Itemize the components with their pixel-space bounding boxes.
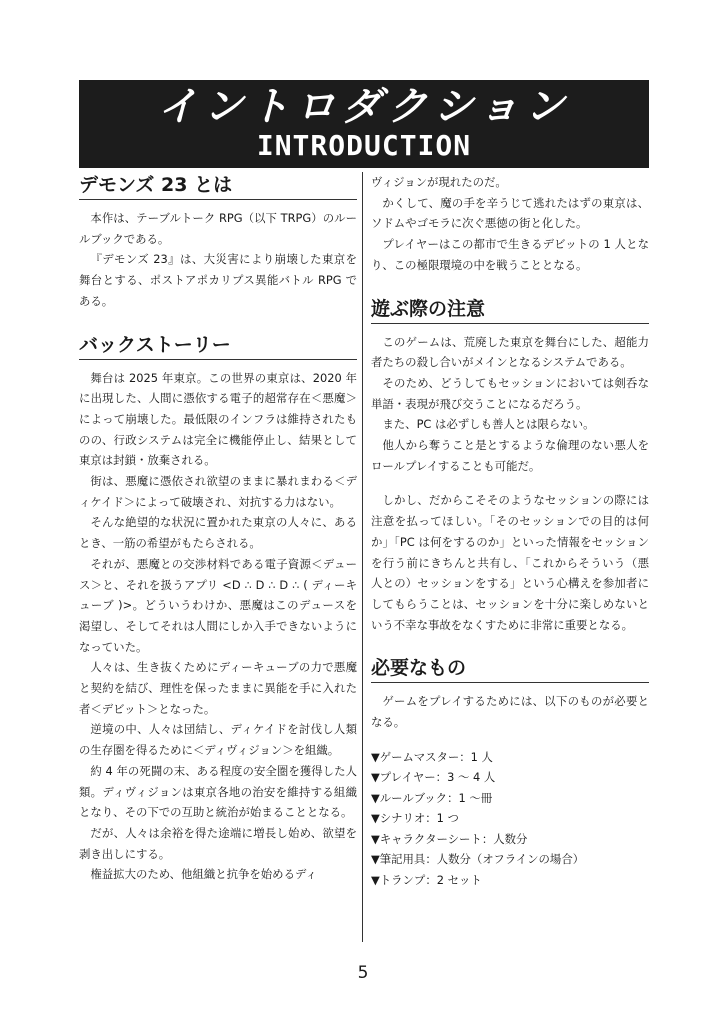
list-item: ▼トランプ：2 セット bbox=[371, 872, 482, 887]
page-number: 5 bbox=[357, 963, 369, 983]
paragraph: プレイヤーはこの都市で生きるデビットの 1 人となり、この極限環境の中を戦うこととなる。 bbox=[371, 237, 649, 272]
paragraph: 『デモンズ 23』は、大災害により崩壊した東京を舞台とする、ポストアポカリプス異能バトル RPG である。 bbox=[79, 252, 357, 308]
chapter-title-japanese: イントロダクション bbox=[157, 84, 571, 130]
paragraph: 逆境の中、人々は団結し、ディケイドを討伐し人類の生存圏を得るために＜ディヴィジョン＞を組織。 bbox=[79, 722, 357, 758]
paragraph: かくして、魔の手を辛うじて逃れたはずの東京は、ソドムやゴモラに次ぐ悪徳の街と化した。 bbox=[371, 195, 649, 231]
list-item: ▼プレイヤー：3 〜 4 人 bbox=[371, 770, 496, 785]
section-heading-backstory: バックストーリー bbox=[79, 332, 357, 360]
paragraph: 人々は、生き抜くためにディーキューブの力で悪魔と契約を結び、理性を保ったままに異能を手に入れた者＜デビット＞となった。 bbox=[79, 660, 357, 716]
paragraph: 他人から奪うこと是とするような倫理のない悪人をロールプレイすることも可能だ。 bbox=[371, 438, 649, 473]
section-heading-requirements: 必要なもの bbox=[371, 655, 649, 683]
paragraph: そのため、どうしてもセッションにおいては剣呑な単語・表現が飛び交うことになるだろう。 bbox=[371, 375, 649, 411]
section-heading-demons23: デモンズ 23 とは bbox=[79, 172, 357, 200]
paragraph: だが、人々は余裕を得た途端に増長し始め、欲望を剥き出しにする。 bbox=[79, 825, 357, 861]
list-item: ▼筆記用具：人数分（オフラインの場合） bbox=[371, 852, 585, 867]
left-column bbox=[79, 172, 357, 885]
list-item: ▼シナリオ：1 つ bbox=[371, 811, 459, 826]
paragraph: そんな絶望的な状況に置かれた東京の人々に、あるとき、一筋の希望がもたらされる。 bbox=[79, 515, 357, 551]
list-item: ▼ゲームマスター：1 人 bbox=[371, 749, 493, 764]
chapter-header bbox=[79, 80, 649, 168]
section-heading-play-notes: 遊ぶ際の注意 bbox=[371, 296, 649, 324]
paragraph: ゲームをプレイするためには、以下のものが必要となる。 bbox=[371, 694, 649, 730]
chapter-title-english: INTRODUCTION bbox=[256, 129, 472, 162]
requirements-list bbox=[371, 747, 649, 891]
paragraph: しかし、だからこそそのようなセッションの際には注意を払ってほしい。「そのセッションでの目的は何か」「PC は何をするのか」といった情報をセッションを行う前にきちんと共有し、「これからそういう（悪人との）セッションをする」という心構えを参加者にしてもらうことは、セッションを十分に楽しめないという不幸な事故をなくすために非常に重要となる。 bbox=[371, 493, 649, 632]
right-column bbox=[371, 172, 649, 890]
paragraph: ヴィジョンが現れたのだ。 bbox=[371, 175, 507, 189]
paragraph: 舞台は 2025 年東京。この世界の東京は、2020 年に出現した、人間に憑依する電子的超常存在＜悪魔＞によって崩壊した。最低限のインフラは維持されたものの、行政システムは完全に機能停止し、結果として東京は封鎖・放棄される。 bbox=[79, 370, 357, 468]
list-item: ▼ルールブック：1 〜冊 bbox=[371, 790, 493, 805]
list-item: ▼キャラクターシート：人数分 bbox=[371, 831, 528, 846]
paragraph: 約 4 年の死闘の末、ある程度の安全圏を獲得した人類。ディヴィジョンは東京各地の治安を維持する組織となり、その下での互助と統治が始まることとなる。 bbox=[79, 763, 357, 820]
paragraph: 街は、悪魔に憑依され欲望のままに暴れまわる＜ディケイド＞によって破壊され、対抗する力はない。 bbox=[79, 474, 357, 509]
paragraph: また、PC は必ずしも善人とは限らない。 bbox=[382, 417, 595, 432]
column-divider bbox=[362, 172, 363, 942]
paragraph: このゲームは、荒廃した東京を舞台にした、超能力者たちの殺し合いがメインとなるシステムである。 bbox=[371, 334, 649, 370]
paragraph: 権益拡大のため、他組織と抗争を始めるディ bbox=[90, 867, 317, 882]
paragraph: 本作は、テーブルトーク RPG（以下 TRPG）のルールブックである。 bbox=[79, 211, 357, 246]
paragraph: それが、悪魔との交渉材料である電子資源＜デュース＞と、それを扱うアプリ <D ∴ D ∴ D ∴ ( ディーキューブ )>。どういうわけか、悪魔はこのデュースを渇望し、そしてそれは人間にしか入手できないようになっていた。 bbox=[79, 556, 357, 654]
